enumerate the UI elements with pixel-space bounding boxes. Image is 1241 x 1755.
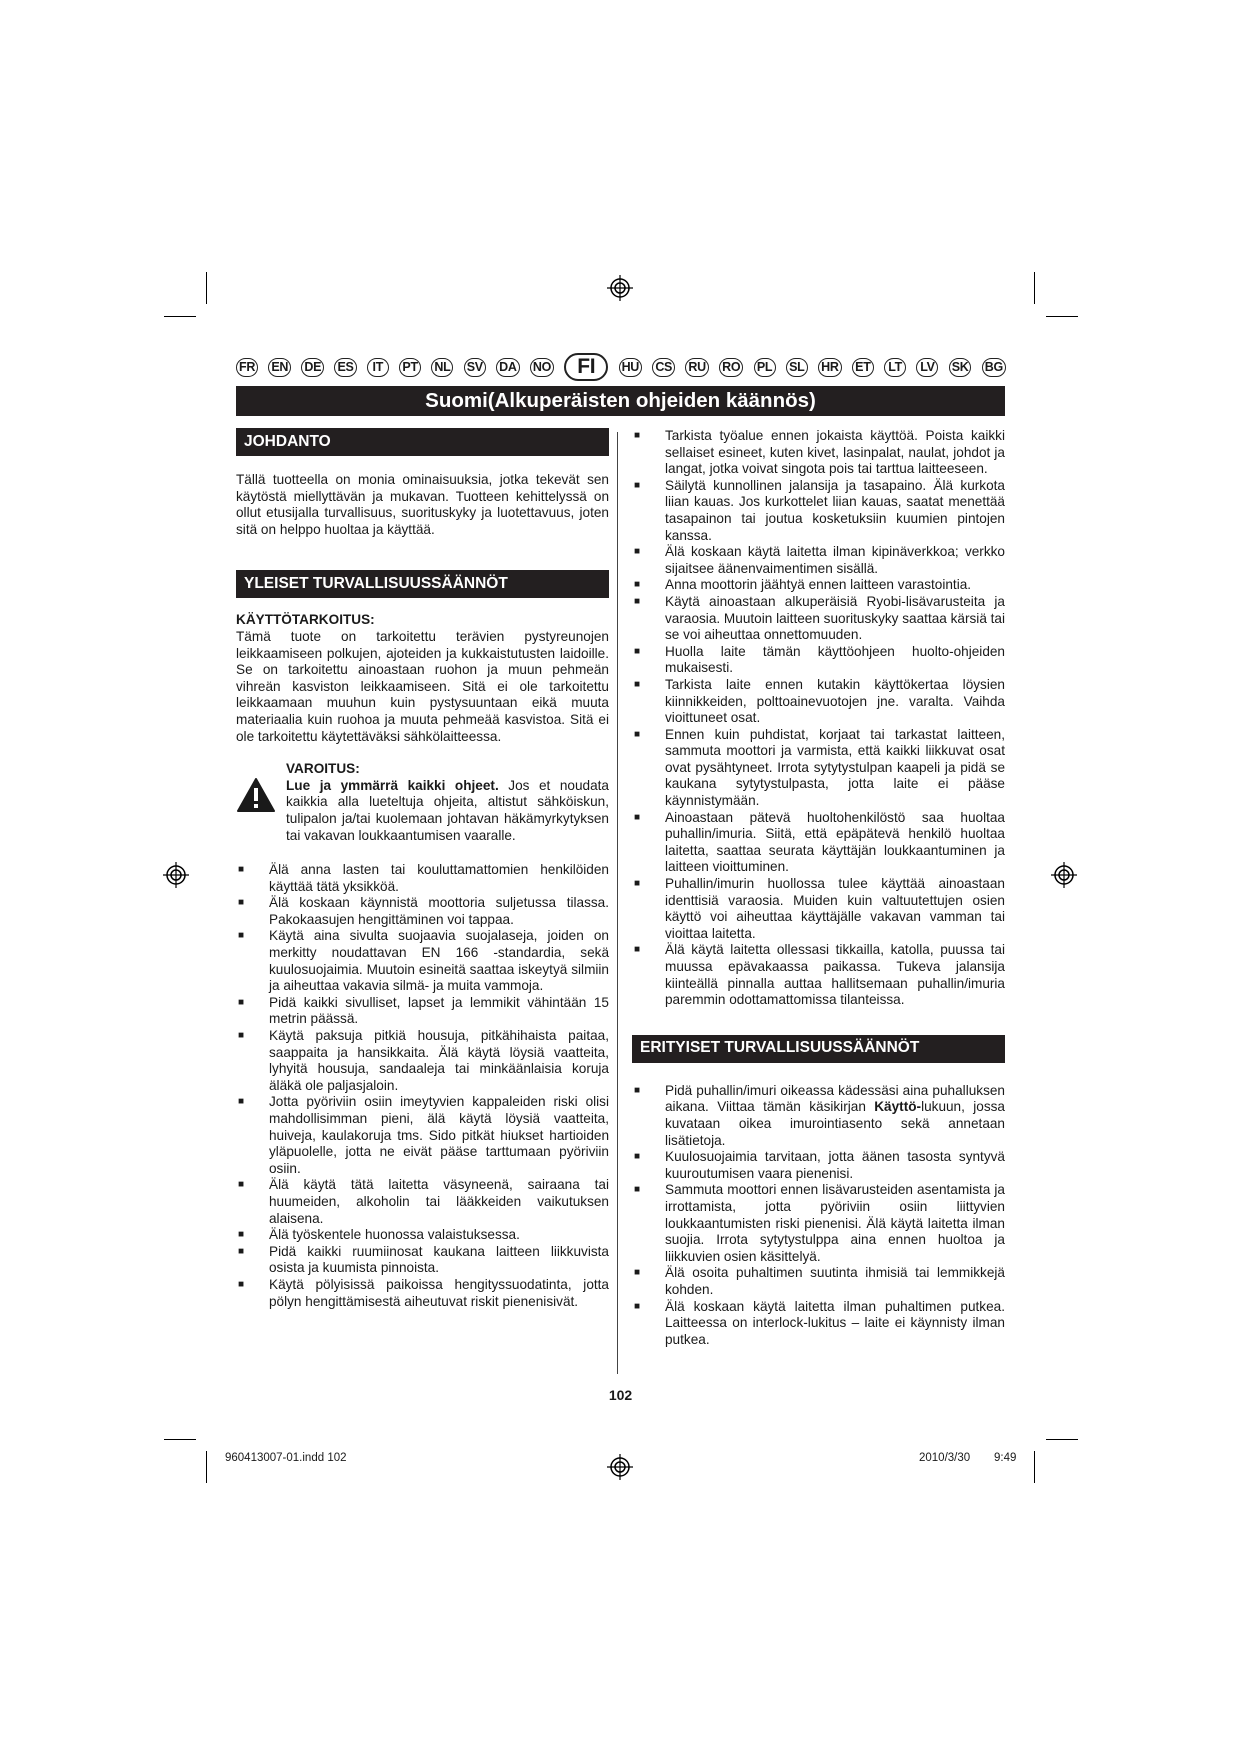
list-item: ■ Pidä kaikki sivulliset, lapset ja lemmikit vähintään 15 metrin päässä.: [236, 995, 609, 1028]
list-item: ■ Älä koskaan käynnistä moottoria suljetussa tilassa. Pakokaasujen hengittäminen voi tappaa.: [236, 895, 609, 928]
usage-text: Tämä tuote on tarkoitettu terävien pystyreunojen leikkaamiseen polkujen, ajoteiden ja kukkaistutusten laidoille. Se on tarkoitettu ainoastaan ruohon ja muun pehmeän vihreän kasviston leikkaamiseen. Sitä ei ole tarkoitettu leikkaamaan muuhun kuin pystysuuntaan eikä muuta materiaalia kuin ruohoa ja muuta pehmeää kasvistoa. Sitä ei ole tarkoitettu käytettäväksi sähkölaitteessa.: [236, 628, 609, 744]
safety-list-continued: [632, 428, 1005, 1009]
language-sl: SL: [786, 358, 808, 377]
footer-date: 2010/3/30: [919, 1452, 971, 1464]
crop-mark: [164, 1439, 196, 1440]
language-lt: LT: [884, 358, 906, 377]
list-item: ■ Sammuta moottori ennen lisävarusteiden asentamista ja irrottamista, jotta pyöriviin osiin liittyvien loukkaantumisten riski pienenisi. Älä käytä laitetta ilman suojia. Irrota sytytystulppa aina ennen huoltoa ja liikkuvien osien käsittelyä.: [632, 1182, 1005, 1265]
list-item: ■ Älä koskaan käytä laitetta ilman kipinäverkkoa; verkko sijaitsee äänenvaimentimen sisällä.: [632, 544, 1005, 577]
crop-mark: [206, 272, 207, 304]
intro-text: Tällä tuotteella on monia ominaisuuksia, jotka tekevät sen käytöstä miellyttävän ja mukavan. Tuotteen kehittelyssä on ollut etusijalla turvallisuus, suorituskyky ja luotettavuus, joten sitä on helppo huoltaa ja käyttää.: [236, 472, 609, 537]
list-item: ■ Tarkista laite ennen kutakin käyttökertaa löysien kiinnikkeiden, polttoainevuotojen jne. varalta. Vaihda vioittuneet osat.: [632, 677, 1005, 727]
registration-mark-icon: [607, 1454, 633, 1480]
section-heading-specific-safety: ERITYISET TURVALLISUUSSÄÄNNÖT: [632, 1035, 1005, 1063]
language-hr: HR: [818, 358, 841, 377]
language-fr: FR: [236, 358, 258, 377]
registration-mark-icon: [1051, 862, 1077, 888]
language-sv: SV: [464, 358, 486, 377]
list-item: ■ Jotta pyöriviin osiin imeytyvien kappaleiden riski olisi mahdollisimman pieni, älä käytä löysiä vaatteita, huiveja, kaulakoruja tms. Sido pitkät hiukset hartioiden yläpuolelle, jotta ne eivät pääse tarttumaan pyöriviin osiin.: [236, 1094, 609, 1177]
language-es: ES: [334, 358, 356, 377]
list-item: ■ Älä käytä laitetta ollessasi tikkailla, katolla, puussa tai muussa epävakaassa paikassa. Tukeva jalansija kiinteällä pinnalla auttaa hallitsemaan puhallin/imuria paremmin odottamattomissa tilanteissa.: [632, 942, 1005, 1008]
list-item: ■ Ennen kuin puhdistat, korjaat tai tarkastat laitteen, sammuta moottori ja varmista, että kaikki liikkuvat osat ovat pysähtyneet. Irrota sytytystulpan kaapeli ja pidä se kaukana sytytystulpasta, jotta laite ei pääse käynnistymään.: [632, 727, 1005, 810]
registration-mark-icon: [607, 275, 633, 301]
language-it: IT: [367, 358, 389, 377]
language-pt: PT: [399, 358, 421, 377]
language-bg: BG: [982, 358, 1006, 377]
list-item: ■ Älä koskaan käytä laitetta ilman puhaltimen putkea. Laitteessa on interlock-lukitus – laite ei käynnisty ilman putkea.: [632, 1299, 1005, 1349]
list-item: ■ Älä käytä tätä laitetta väsyneenä, sairaana tai huumeiden, alkoholin tai lääkkeiden vaikutuksen alaisena.: [236, 1177, 609, 1227]
language-en: EN: [268, 358, 291, 377]
list-item: ■ Puhallin/imurin huollossa tulee käyttää ainoastaan identtisiä varaosia. Muiden kuin valtuutettujen osien käyttö voi aiheuttaa käyttäjälle vakavan vamman tai vioittaa laitetta.: [632, 876, 1005, 942]
language-fi: FI: [564, 353, 608, 381]
list-item: ■ Käytä paksuja pitkiä housuja, pitkähihaista paitaa, saappaita ja hansikkaita. Älä käytä löysiä vaatteita, lyhyitä housuja, sandaaleja tai minkäänlaisia koruja äläkä ole paljasjaloin.: [236, 1028, 609, 1094]
crop-mark: [1046, 316, 1078, 317]
list-item: ■ Säilytä kunnollinen jalansija ja tasapaino. Älä kurkota liian kauas. Jos kurkottelet liian kauas, saatat menettää tasapainon tai joutua kosketuksiin kuumien pintojen kanssa.: [632, 478, 1005, 544]
language-sk: SK: [949, 358, 972, 377]
language-da: DA: [496, 358, 519, 377]
list-item: ■ Tarkista työalue ennen jokaista käyttöä. Poista kaikki sellaiset esineet, kuten kivet, lasinpalat, naulat, johdot ja langat, jotka voivat singota pois tai tarttua laitteeseen.: [632, 428, 1005, 478]
language-no: NO: [530, 358, 554, 377]
page-number: 102: [608, 1387, 633, 1403]
list-item: ■ Anna moottorin jäähtyä ennen laitteen varastointia.: [632, 577, 1005, 594]
right-column: [632, 428, 1005, 1348]
language-lv: LV: [916, 358, 938, 377]
usage-title: KÄYTTÖTARKOITUS:: [236, 612, 375, 628]
section-heading-intro: JOHDANTO: [236, 428, 609, 456]
language-et: ET: [852, 358, 874, 377]
language-pl: PL: [754, 358, 776, 377]
warning-block: [236, 761, 609, 844]
crop-mark: [1034, 272, 1035, 304]
list-item: ■ Pidä kaikki ruumiinosat kaukana laitteen liikkuvista osista ja kuumista pinnoista.: [236, 1244, 609, 1277]
footer-time: 9:49: [994, 1452, 1017, 1464]
language-ro: RO: [719, 358, 743, 377]
specific-safety-list: [632, 1083, 1005, 1349]
section-heading-general-safety: YLEISET TURVALLISUUSSÄÄNNÖT: [236, 570, 609, 598]
list-item: ■ Älä työskentele huonossa valaistuksessa.: [236, 1227, 609, 1244]
list-item: ■ Pidä puhallin/imuri oikeassa kädessäsi aina puhalluksen aikana. Viittaa tämän käsikirjan Käyttö-lukuun, jossa kuvataan oikea imurointiasento sekä annetaan lisätietoja.: [632, 1083, 1005, 1149]
footer-file: 960413007-01.indd 102: [225, 1452, 347, 1464]
warning-text: Jos et noudata kaikkia alla lueteltuja ohjeita, altistut sähköiskun, tulipalon ja/tai kuolemaan johtavan häkämyrkytyksen tai vakavan loukkaantumisen vaaralle.: [286, 777, 609, 843]
list-item: ■ Käytä pölyisissä paikoissa hengityssuodatinta, jotta pölyn hengittämisestä aiheutuvat riskit pienenisivät.: [236, 1277, 609, 1310]
language-ru: RU: [685, 358, 708, 377]
crop-mark: [206, 1451, 207, 1483]
crop-mark: [1046, 1439, 1078, 1440]
left-column: [236, 428, 609, 1310]
list-item: ■ Älä osoita puhaltimen suutinta ihmisiä tai lemmikkejä kohden.: [632, 1265, 1005, 1298]
column-divider: [617, 432, 618, 1374]
language-cs: CS: [652, 358, 675, 377]
warning-title: VAROITUS:: [286, 761, 360, 777]
crop-mark: [1034, 1451, 1035, 1483]
list-item: ■ Ainoastaan pätevä huoltohenkilöstö saa huoltaa puhallin/imuria. Siitä, että epäpätevä henkilö huoltaa laitetta, saattaa seurata käyttäjän loukkaantuminen ja laitteen vioittuminen.: [632, 810, 1005, 876]
language-de: DE: [301, 358, 324, 377]
list-item: ■ Käytä ainoastaan alkuperäisiä Ryobi-lisävarusteita ja varaosia. Muutoin laitteen suorituskyky saattaa kärsiä tai se voi aiheuttaa onnettomuuden.: [632, 594, 1005, 644]
list-item: ■ Kuulosuojaimia tarvitaan, jotta äänen tasosta syntyvä kuuroutumisen vaara pienenisi.: [632, 1149, 1005, 1182]
crop-mark: [164, 316, 196, 317]
general-safety-list: [236, 862, 609, 1310]
language-hu: HU: [619, 358, 642, 377]
list-item: ■ Älä anna lasten tai kouluttamattomien henkilöiden käyttää tätä yksikköä.: [236, 862, 609, 895]
list-item: ■ Käytä aina sivulta suojaavia suojalaseja, joiden on merkitty noudattavan EN 166 -standardia, sekä kuulosuojaimia. Muutoin esineitä saattaa iskeytyä silmiin ja aiheuttaa vakavia silmä- ja muita vammoja.: [236, 928, 609, 994]
language-selector: [236, 352, 1006, 382]
language-nl: NL: [431, 358, 453, 377]
registration-mark-icon: [163, 862, 189, 888]
warning-icon: [236, 761, 286, 844]
page-title: Suomi(Alkuperäisten ohjeiden käännös): [236, 386, 1005, 416]
warning-bold: Lue ja ymmärrä kaikki ohjeet.: [286, 777, 499, 793]
list-item: ■ Huolla laite tämän käyttöohjeen huolto-ohjeiden mukaisesti.: [632, 644, 1005, 677]
